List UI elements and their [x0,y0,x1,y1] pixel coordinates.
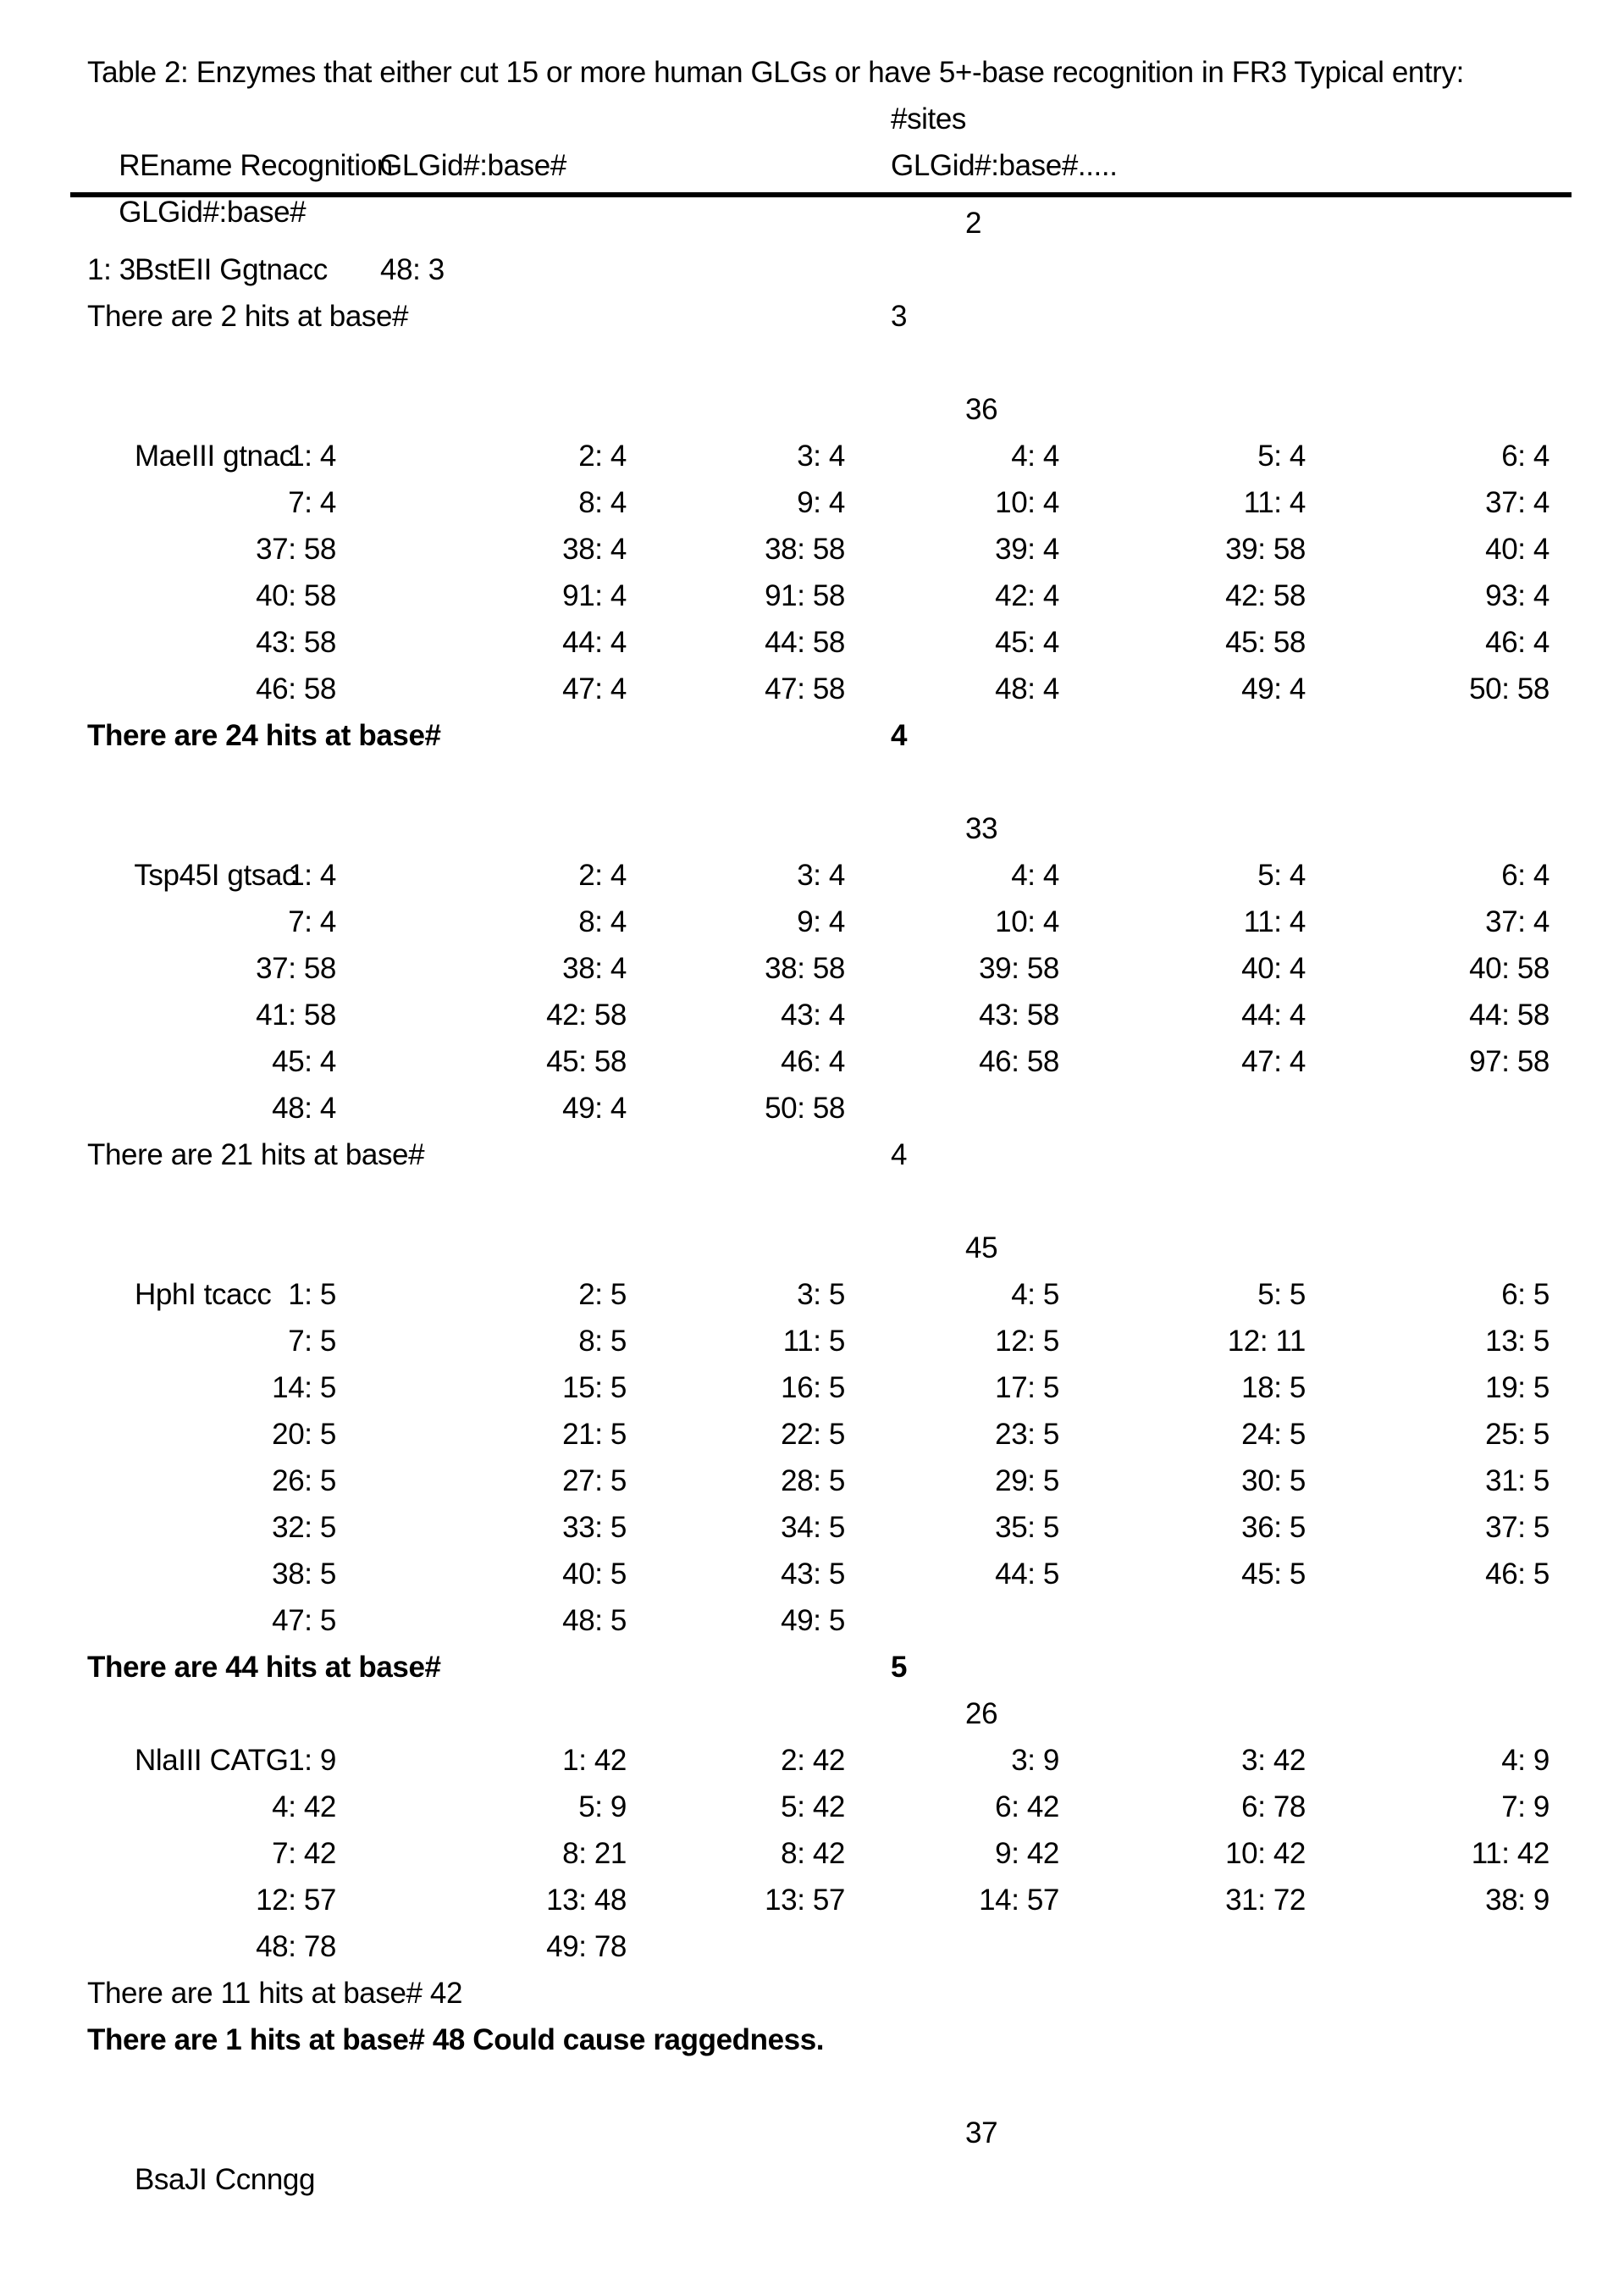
grid-cell: 1: 42 [562,1744,627,1777]
summary-line [87,1131,1566,1178]
summaries [87,712,1566,759]
subheader-glgid-1: GLGid#:base# [119,196,307,229]
grid-cell: 37: 4 [1485,905,1549,938]
grid-cell: 20: 5 [272,1418,336,1451]
grid-cell: 18: 5 [1241,1371,1306,1404]
hits-grid [87,433,1566,712]
grid-cell: 1: 9 [288,1744,336,1777]
grid-cell: 23: 5 [995,1418,1059,1451]
grid-cell: 31: 72 [1225,1884,1306,1917]
subheader-glgid-2: GLGid#:base# [379,149,566,182]
grid-cell: 91: 4 [562,579,627,612]
enzyme-separator [207,2163,215,2196]
grid-cell: 46: 4 [1485,626,1549,659]
grid-cell: 12: 57 [256,1884,336,1917]
summary-text: There are 44 hits at base# [87,1651,441,1684]
enzyme-name: HphI [134,1278,196,1311]
grid-cell: 49: 78 [546,1930,627,1963]
grid-cell: 46: 4 [781,1045,845,1078]
enzyme-separator [219,859,227,892]
grid-cell: 40: 4 [1241,952,1306,985]
grid-cell: 9: 42 [995,1837,1059,1870]
summaries [87,1644,1566,1690]
grid-cell: 47: 4 [1241,1045,1306,1078]
summary-value: 5 [891,1651,908,1684]
grid-cell: 39: 58 [1225,533,1306,566]
rename-recognition-header: REname Recognition [119,149,393,182]
recognition-sequence: tcacc [203,1278,272,1311]
grid-cell: 48: 4 [995,672,1059,705]
grid-cell: 3: 4 [797,440,845,473]
blank-line [87,340,1566,386]
grid-cell: 38: 4 [562,952,627,985]
grid-cell: 38: 4 [562,533,627,566]
summaries [87,1131,1566,1178]
grid-cell: 15: 5 [562,1371,627,1404]
grid-cell: 2: 4 [578,859,627,892]
grid-cell: 38: 9 [1485,1884,1549,1917]
grid-cell: 42: 58 [546,999,627,1032]
hits-grid [87,1271,1566,1644]
blank-line [87,2063,1566,2110]
summary-text: There are 11 hits at base# 42 [87,1977,463,2010]
enzyme-name: BstEII [134,253,212,286]
sites-count: 26 [965,1697,998,1730]
grid-cell: 45: 4 [995,626,1059,659]
grid-cell: 27: 5 [562,1464,627,1497]
grid-cell: 8: 4 [578,905,627,938]
grid-cell: 4: 9 [1501,1744,1549,1777]
grid-cell: 10: 4 [995,486,1059,519]
sites-count: 2 [965,207,982,240]
grid-cell: 7: 4 [288,905,336,938]
grid-cell: 43: 5 [781,1557,845,1591]
grid-cell: 8: 4 [578,486,627,519]
enzyme-separator [212,253,219,286]
grid-cell: 39: 4 [995,533,1059,566]
grid-cell: 2: 42 [781,1744,845,1777]
grid-cell: 5: 42 [781,1790,845,1823]
recognition-sequence: Ccnngg [214,2163,316,2196]
grid-cell: 48: 4 [272,1092,336,1125]
grid-cell: 49: 5 [781,1604,845,1637]
table-title: Table 2: Enzymes that either cut 15 or more human GLGs or have 5+-base recognition in FR3 Typical entry: [87,56,1464,89]
grid-cell: 36: 5 [1241,1511,1306,1544]
grid-cell: 34: 5 [781,1511,845,1544]
grid-cell: 41: 58 [256,999,336,1032]
grid-cell: 48: 5 [562,1604,627,1637]
enzyme-separator [215,440,223,473]
grid-cell: 8: 5 [578,1325,627,1358]
grid-cell: 6: 42 [995,1790,1059,1823]
grid-cell: 97: 58 [1469,1045,1549,1078]
grid-cell: 38: 5 [272,1557,336,1591]
grid-cell: 4: 4 [1011,859,1059,892]
enzyme-name: BsaJI [134,2163,207,2196]
grid-cell: 9: 4 [797,905,845,938]
grid-cell: 43: 4 [781,999,845,1032]
grid-cell: 8: 42 [781,1837,845,1870]
summaries [87,1970,1566,2063]
summary-line [87,1970,1566,2017]
recognition-sequence: gtsac [227,859,297,892]
grid-cell: 9: 4 [797,486,845,519]
enzyme-name: MaeIII [134,440,215,473]
grid-cell: 2: 4 [578,440,627,473]
grid-cell: 4: 5 [1011,1278,1059,1311]
grid-cell: 47: 5 [272,1604,336,1637]
enzyme-name: Tsp45I [134,859,220,892]
summary-value: 3 [891,300,908,333]
grid-cell: 48: 3 [380,253,445,286]
grid-cell: 13: 5 [1485,1325,1549,1358]
enzyme-line [87,2110,1566,2196]
grid-cell: 29: 5 [995,1464,1059,1497]
enzyme-section [87,2110,1566,2196]
enzyme-sections [87,200,1566,2196]
grid-cell: 49: 4 [1241,672,1306,705]
grid-cell: 11: 5 [782,1325,845,1358]
recognition-sequence: gtnac [223,440,294,473]
grid-cell: 5: 4 [1257,859,1306,892]
enzyme-name: NlaIII [134,1744,202,1777]
grid-cell: 40: 58 [1469,952,1549,985]
subheader-line [87,142,1566,229]
grid-cell: 1: 3 [87,253,135,286]
grid-cell: 30: 5 [1241,1464,1306,1497]
grid-cell: 3: 4 [797,859,845,892]
grid-cell: 1: 4 [288,859,336,892]
summary-line [87,293,1566,340]
grid-cell: 37: 5 [1485,1511,1549,1544]
grid-cell: 44: 5 [995,1557,1059,1591]
grid-cell: 28: 5 [781,1464,845,1497]
grid-cell: 11: 4 [1243,905,1306,938]
grid-cell: 43: 58 [979,999,1059,1032]
grid-cell: 42: 4 [995,579,1059,612]
subheader-glgid-3: GLGid#:base#..... [891,149,1118,182]
grid-cell: 49: 4 [562,1092,627,1125]
blank-line [87,1178,1566,1225]
grid-cell: 6: 4 [1501,440,1549,473]
grid-cell: 5: 9 [578,1790,627,1823]
summary-value: 4 [891,1138,908,1171]
grid-cell: 3: 9 [1011,1744,1059,1777]
grid-cell: 13: 48 [546,1884,627,1917]
grid-cell: 40: 58 [256,579,336,612]
enzyme-section [87,1225,1566,1690]
grid-cell: 44: 4 [1241,999,1306,1032]
grid-cell: 40: 5 [562,1557,627,1591]
grid-cell: 7: 9 [1501,1790,1549,1823]
grid-cell: 14: 57 [979,1884,1059,1917]
grid-cell: 91: 58 [765,579,845,612]
hits-grid [87,852,1566,1131]
grid-cell: 26: 5 [272,1464,336,1497]
grid-cell: 11: 42 [1471,1837,1549,1870]
grid-cell: 6: 5 [1501,1278,1549,1311]
grid-cell: 5: 5 [1257,1278,1306,1311]
sites-count: 45 [965,1231,998,1264]
grid-cell: 11: 4 [1243,486,1306,519]
grid-cell: 45: 58 [1225,626,1306,659]
grid-cell: 10: 4 [995,905,1059,938]
sites-count: 33 [965,812,998,845]
grid-cell: 8: 21 [562,1837,627,1870]
enzyme-section [87,1690,1566,2110]
summary-value: 4 [891,719,908,752]
summary-line [87,1644,1566,1690]
sites-header: #sites [891,102,967,136]
grid-cell: 43: 58 [256,626,336,659]
grid-cell: 44: 58 [1469,999,1549,1032]
grid-cell: 3: 5 [797,1278,845,1311]
summary-line [87,712,1566,759]
grid-cell: 6: 78 [1241,1790,1306,1823]
grid-cell: 39: 58 [979,952,1059,985]
grid-cell: 47: 58 [765,672,845,705]
grid-cell: 37: 58 [256,952,336,985]
grid-cell: 31: 5 [1485,1464,1549,1497]
grid-cell: 6: 4 [1501,859,1549,892]
summary-text: There are 24 hits at base# [87,719,441,752]
grid-cell: 38: 58 [765,952,845,985]
sites-count: 36 [965,393,998,426]
grid-cell: 1: 4 [288,440,336,473]
summary-text: There are 21 hits at base# [87,1138,425,1171]
grid-cell: 4: 4 [1011,440,1059,473]
grid-cell: 46: 5 [1485,1557,1549,1591]
grid-cell: 12: 5 [995,1325,1059,1358]
enzyme-section [87,200,1566,386]
grid-cell: 2: 5 [578,1278,627,1311]
recognition-sequence: Ggtnacc [219,253,328,286]
grid-cell: 45: 5 [1241,1557,1306,1591]
grid-cell: 48: 78 [256,1930,336,1963]
grid-cell: 37: 58 [256,533,336,566]
grid-cell: 50: 58 [1469,672,1549,705]
grid-cell: 44: 4 [562,626,627,659]
grid-cell: 16: 5 [781,1371,845,1404]
grid-cell: 12: 11 [1227,1325,1306,1358]
grid-cell: 17: 5 [995,1371,1059,1404]
grid-cell: 45: 4 [272,1045,336,1078]
grid-cell: 46: 58 [979,1045,1059,1078]
grid-cell: 40: 4 [1485,533,1549,566]
grid-cell: 4: 42 [272,1790,336,1823]
grid-cell: 33: 5 [562,1511,627,1544]
grid-cell: 37: 4 [1485,486,1549,519]
grid-cell: 21: 5 [562,1418,627,1451]
grid-cell: 25: 5 [1485,1418,1549,1451]
grid-cell: 38: 58 [765,533,845,566]
grid-cell: 7: 42 [272,1837,336,1870]
grid-cell: 50: 58 [765,1092,845,1125]
hits-grid [87,1737,1566,1970]
summary-text: There are 2 hits at base# [87,300,409,333]
enzyme-section [87,386,1566,805]
grid-cell: 22: 5 [781,1418,845,1451]
summaries [87,293,1566,340]
sites-count: 37 [965,2116,998,2149]
grid-cell: 42: 58 [1225,579,1306,612]
grid-cell: 19: 5 [1485,1371,1549,1404]
grid-cell: 45: 58 [546,1045,627,1078]
grid-cell: 13: 57 [765,1884,845,1917]
summary-text: There are 1 hits at base# 48 Could cause raggedness. [87,2023,825,2056]
grid-cell: 10: 42 [1225,1837,1306,1870]
grid-cell: 35: 5 [995,1511,1059,1544]
grid-cell: 14: 5 [272,1371,336,1404]
enzyme-section [87,805,1566,1225]
grid-cell: 3: 42 [1241,1744,1306,1777]
grid-cell: 1: 5 [288,1278,336,1311]
grid-cell: 47: 4 [562,672,627,705]
enzyme-separator [196,1278,203,1311]
recognition-sequence: CATG [209,1744,289,1777]
grid-cell: 46: 58 [256,672,336,705]
summary-line [87,2017,1566,2063]
grid-cell: 7: 4 [288,486,336,519]
grid-cell: 44: 58 [765,626,845,659]
grid-cell: 5: 4 [1257,440,1306,473]
blank-line [87,759,1566,805]
grid-cell: 7: 5 [288,1325,336,1358]
grid-cell: 24: 5 [1241,1418,1306,1451]
grid-cell: 32: 5 [272,1511,336,1544]
grid-cell: 93: 4 [1485,579,1549,612]
enzyme-separator [202,1744,209,1777]
